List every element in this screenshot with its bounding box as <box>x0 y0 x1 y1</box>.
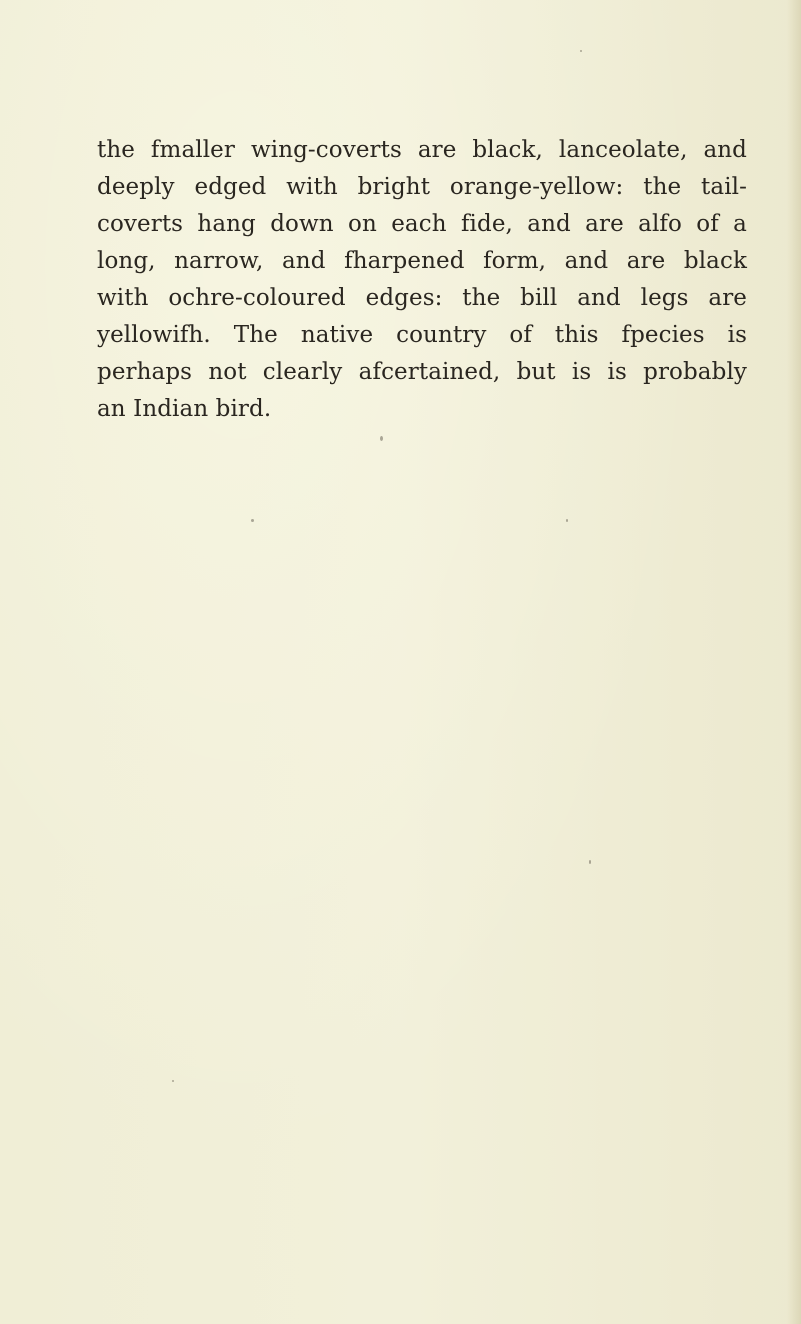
paper-speck <box>380 436 383 441</box>
paper-speck <box>580 50 582 52</box>
text-line: long, narrow, and fharpened form, and are black <box>97 248 747 274</box>
paper-speck <box>172 1080 174 1082</box>
text-line: coverts hang down on each fide, and are alfo of a <box>97 211 747 237</box>
paper-speck <box>251 519 254 522</box>
paper-speck <box>589 860 591 864</box>
page-edge-shadow <box>787 0 801 1324</box>
text-line: the fmaller wing-coverts are black, lanceolate, and <box>97 137 747 163</box>
text-line: an Indian bird. <box>97 396 272 422</box>
paper-speck <box>566 519 568 522</box>
paragraph <box>97 132 747 428</box>
text-line: deeply edged with bright orange-yellow: the tail- <box>97 174 747 200</box>
text-line: with ochre-coloured edges: the bill and legs are <box>97 285 747 311</box>
text-line: perhaps not clearly afcertained, but is is probably <box>97 359 747 385</box>
text-line: yellowifh. The native country of this fpecies is <box>97 322 747 348</box>
